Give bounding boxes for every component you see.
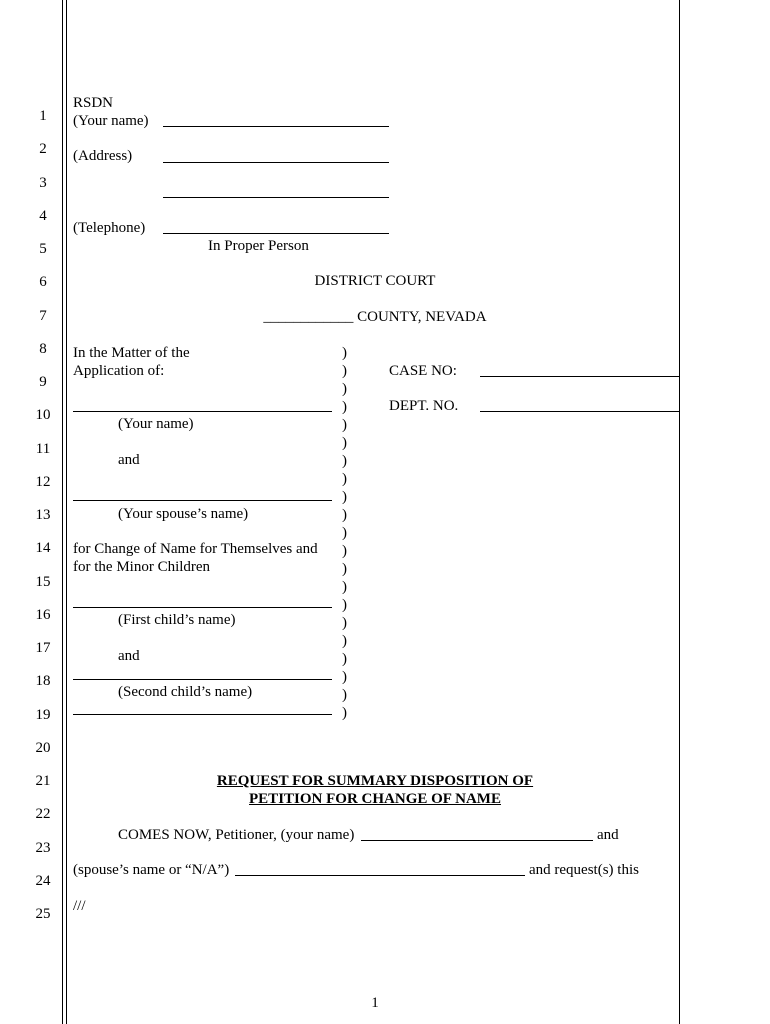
comes-now-text: COMES NOW, Petitioner, (your name) [118,827,355,843]
caption-paren: ) [342,525,347,541]
your-name-caption-label: (Your name) [118,416,194,432]
first-child-blank[interactable] [73,607,332,608]
in-proper-person: In Proper Person [208,238,309,254]
line-number: 22 [35,806,51,822]
caption-paren: ) [342,381,347,397]
line-number: 4 [39,208,47,224]
line-number: 7 [39,308,47,324]
line-number: 8 [39,341,47,357]
address-label: (Address) [73,148,133,164]
page-number: 1 [371,995,379,1011]
caption-paren: ) [342,615,347,631]
your-name-caption-blank[interactable] [73,411,332,412]
address-blank-1[interactable] [163,162,389,163]
continuation-mark: /// [73,898,86,914]
request-suffix-text: and request(s) this [529,862,639,878]
caption-paren: ) [342,417,347,433]
line-number: 16 [35,607,51,623]
first-child-label: (First child’s name) [118,612,236,628]
second-child-label: (Second child’s name) [118,684,253,700]
telephone-blank[interactable] [163,233,389,234]
telephone-label: (Telephone) [73,220,146,236]
caption-paren: ) [342,345,347,361]
spouse-name-caption-blank[interactable] [73,500,332,501]
case-no-label: CASE NO: [389,363,457,379]
caption-and-1: and [118,452,140,468]
court-name: DISTRICT COURT [314,273,436,289]
petitioner-name-blank[interactable] [361,840,593,841]
matter-line-2: Application of: [73,363,165,379]
caption-paren: ) [342,705,347,721]
caption-paren: ) [342,507,347,523]
caption-paren: ) [342,471,347,487]
line-number: 24 [35,873,51,889]
line-number: 9 [39,374,47,390]
caption-paren: ) [342,687,347,703]
line-number: 11 [35,441,51,457]
spouse-name-blank[interactable] [235,875,525,876]
matter-line-1: In the Matter of the [73,345,190,361]
line-number: 2 [39,141,47,157]
caption-paren: ) [342,633,347,649]
line-number: 3 [39,175,47,191]
left-margin-rule-inner [66,0,67,1024]
line-number: 13 [35,507,51,523]
dept-no-blank[interactable] [480,411,679,412]
caption-paren: ) [342,579,347,595]
caption-paren: ) [342,399,347,415]
caption-paren: ) [342,435,347,451]
county-blank[interactable]: ____________ [263,309,354,325]
your-name-blank[interactable] [163,126,389,127]
line-number: 6 [39,274,47,290]
rsdn-code: RSDN [73,95,114,111]
caption-paren: ) [342,669,347,685]
your-name-label: (Your name) [73,113,149,129]
case-no-blank[interactable] [480,376,679,377]
line-number: 25 [35,906,51,922]
line-number: 23 [35,840,51,856]
caption-paren: ) [342,651,347,667]
second-child-blank[interactable] [73,679,332,680]
line-number: 19 [35,707,51,723]
spouse-name-caption-label: (Your spouse’s name) [118,506,249,522]
left-margin-rule-outer [62,0,63,1024]
caption-paren: ) [342,561,347,577]
dept-no-label: DEPT. NO. [389,398,459,414]
line-number: 5 [39,241,47,257]
line-number: 20 [35,740,51,756]
county-label: COUNTY, NEVADA [357,309,487,325]
document-title-line-2: PETITION FOR CHANGE OF NAME [249,791,501,807]
line-number: 12 [35,474,51,490]
right-margin-rule [679,0,680,1024]
change-line-1: for Change of Name for Themselves and [73,541,318,557]
line-number: 17 [35,640,51,656]
line-number: 10 [35,407,51,423]
caption-paren: ) [342,363,347,379]
caption-paren: ) [342,543,347,559]
document-title-line-1: REQUEST FOR SUMMARY DISPOSITION OF [216,773,534,789]
caption-paren: ) [342,453,347,469]
county-line [70,308,680,326]
caption-and-2: and [118,648,140,664]
spouse-prefix-text: (spouse’s name or “N/A”) [73,862,230,878]
line-number: 18 [35,673,51,689]
address-blank-2[interactable] [163,197,389,198]
comes-now-and: and [597,827,619,843]
line-number: 21 [35,773,51,789]
extra-child-blank[interactable] [73,714,332,715]
line-number: 15 [35,574,51,590]
caption-paren: ) [342,597,347,613]
line-number: 1 [39,108,47,124]
line-number: 14 [35,540,51,556]
caption-paren: ) [342,489,347,505]
change-line-2: for the Minor Children [73,559,211,575]
